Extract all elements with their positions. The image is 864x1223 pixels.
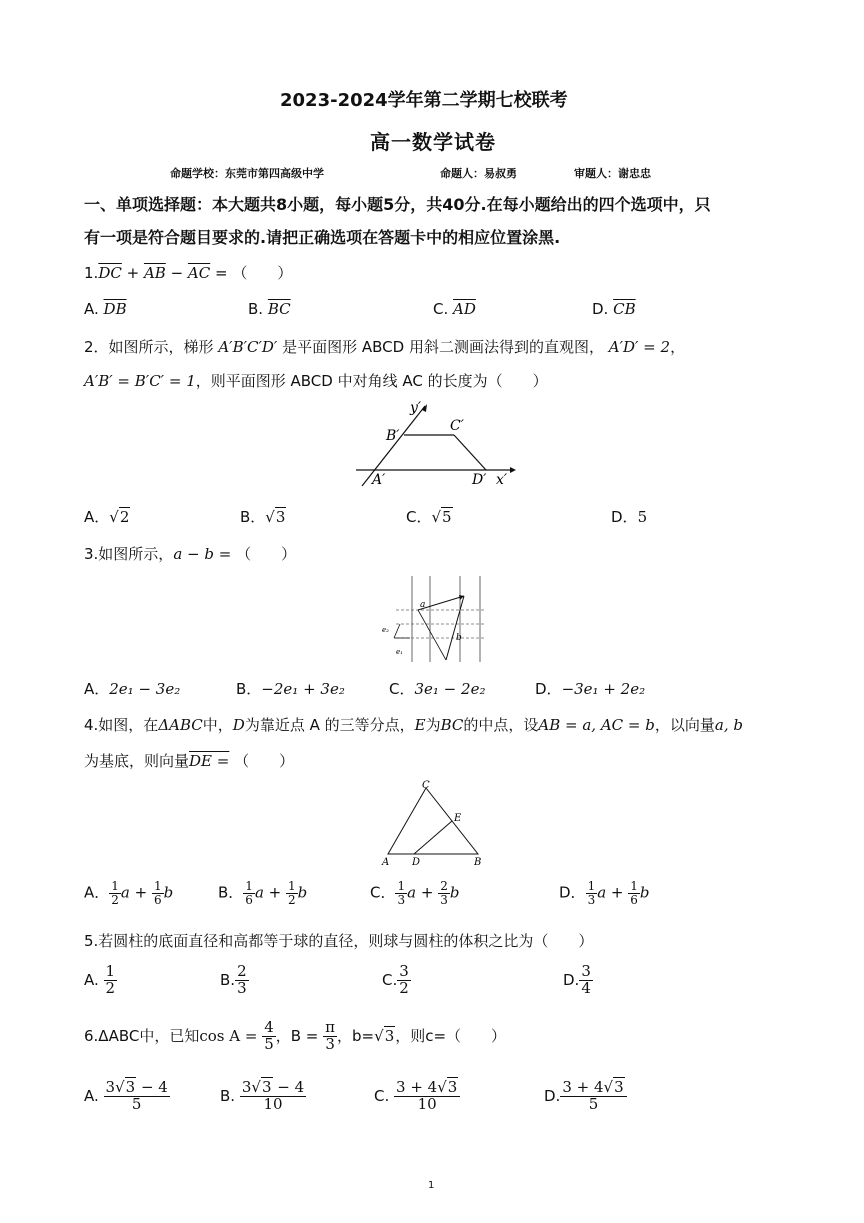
q2-option-c[interactable] <box>406 506 453 527</box>
label-e: E <box>454 813 462 824</box>
option-label: B． <box>218 883 244 902</box>
label-a: A <box>382 857 390 868</box>
q6-cos-frac: $\frac{4}{5}$ <box>264 1018 274 1053</box>
label-a: A′ <box>372 472 386 488</box>
label-c: C <box>422 780 430 791</box>
option-value: $\frac{3√3 - 4}{5}$ <box>105 1078 168 1113</box>
coef-1: $\frac{1}{2}$ <box>111 879 119 907</box>
q2-cond2: A′B′ = B′C′ = 1 <box>84 372 196 390</box>
q4-t2: 为靠近点 A 的三等分点， <box>244 716 415 734</box>
q6-option-d[interactable] <box>544 1080 627 1113</box>
segment-de <box>414 821 452 854</box>
option-label: D． <box>559 883 586 902</box>
q4-t4: 的中点，设 <box>463 716 539 734</box>
grid-solid <box>412 576 480 662</box>
page-number: 1 <box>428 1180 435 1191</box>
option-label: B. <box>220 970 236 989</box>
q4-option-b[interactable]: B． $\frac{1}{6}$ a + $\frac{1}{2}$ b <box>218 879 308 907</box>
label-b: B <box>474 857 482 868</box>
q2-option-b[interactable] <box>240 506 286 527</box>
option-value: 5 <box>637 508 648 526</box>
q5-option-b[interactable] <box>220 964 249 997</box>
q3-expr: a − b = <box>173 545 232 563</box>
question-2-line2 <box>84 370 548 391</box>
option-label: C. <box>382 970 398 989</box>
option-value: $\frac{3 + 4√3}{5}$ <box>560 1080 626 1113</box>
setter-name: 命题人：易叔勇 <box>440 167 517 180</box>
vector-b <box>446 596 464 660</box>
question-5: 5.若圆柱的底面直径和高都等于球的直径，则球与圆柱的体积之比为（ ） <box>84 932 594 950</box>
option-label: C． <box>370 883 396 902</box>
y-axis-label: y′ <box>410 400 422 416</box>
question-4-line1 <box>84 714 743 735</box>
option-label: A. <box>84 1086 99 1105</box>
q3-figure <box>380 574 490 666</box>
q2-cond1: A′D′ = 2 <box>608 338 671 356</box>
option-label: A． <box>84 508 110 526</box>
q1-option-a[interactable] <box>84 300 127 318</box>
vector-diff <box>418 610 446 660</box>
q3-option-c[interactable] <box>389 678 485 699</box>
option-value: $\overline{AD}$ <box>453 300 476 318</box>
option-value: $\overline{BC}$ <box>267 300 291 318</box>
question-4-line2 <box>84 750 294 771</box>
option-label: C. <box>374 1086 390 1105</box>
coef-2: $\frac{2}{3}$ <box>440 879 448 907</box>
q3-paren: （ ） <box>236 545 297 563</box>
label-c: C′ <box>450 418 464 434</box>
q3-prefix: 3.如图所示， <box>84 545 174 563</box>
q6-pi-frac: $\frac{\pi}{3}$ <box>325 1018 336 1053</box>
coef-2: $\frac{1}{6}$ <box>153 879 162 907</box>
x-axis-label: x′ <box>496 472 508 488</box>
q4-e: E <box>414 716 426 734</box>
q2-option-d[interactable] <box>611 506 647 527</box>
q3-option-b[interactable] <box>236 678 345 699</box>
coef-1: $\frac{1}{3}$ <box>587 879 596 907</box>
q2-trapezoid: A′B′C′D′ <box>218 338 278 356</box>
q1-number: 1. <box>84 264 99 282</box>
option-label: D. <box>592 300 609 318</box>
q1-option-d[interactable] <box>592 300 636 318</box>
q6-side-b: ，b= <box>337 1026 375 1045</box>
option-value: $\frac{2}{3}$ <box>237 962 247 997</box>
label-e2: e₂ <box>382 626 389 634</box>
q4-triangle: ΔABC <box>158 716 203 734</box>
q2-option-a[interactable] <box>84 506 130 527</box>
option-label: D. <box>563 970 580 989</box>
option-value: √2 <box>109 508 130 526</box>
exam-title: 2023-2024学年第二学期七校联考 <box>280 90 568 111</box>
q5-option-d[interactable] <box>563 964 593 997</box>
label-b: b <box>456 633 462 643</box>
option-label: D. <box>544 1086 561 1105</box>
q4-option-a[interactable]: A． $\frac{1}{2}$ a + $\frac{1}{6}$ b <box>84 879 174 907</box>
q4-option-d[interactable]: D． $\frac{1}{3}$ a + $\frac{1}{6}$ b <box>559 879 650 907</box>
option-label: C. <box>433 300 449 318</box>
option-label: A. <box>84 300 99 318</box>
q4-t3: 为 <box>425 716 441 734</box>
q4-t1: 中， <box>202 716 233 734</box>
q6-option-a[interactable] <box>84 1080 170 1113</box>
question-2-line1 <box>84 336 685 357</box>
q2-prefix: 2．如图所示，梯形 <box>84 338 214 356</box>
option-value: $\frac{3 + 4√3}{10}$ <box>394 1080 460 1113</box>
grid-dashed <box>396 610 484 638</box>
q4-de: DE = <box>189 752 230 770</box>
label-e1: e₁ <box>396 648 403 656</box>
option-value: −3e₁ + 2e₂ <box>561 680 646 698</box>
coef-1: $\frac{1}{3}$ <box>397 879 406 907</box>
q3-option-d[interactable] <box>535 678 645 699</box>
section-heading-line1: 一、单项选择题：本大题共8小题，每小题5分，共40分.在每小题给出的四个选项中，只 <box>84 195 711 214</box>
option-value: $\frac{3}{2}$ <box>399 962 409 997</box>
coef-2: $\frac{1}{2}$ <box>288 879 296 907</box>
q4-line2: 为基底，则向量 <box>84 752 190 770</box>
option-label: C． <box>389 680 415 698</box>
option-value: −2e₁ + 3e₂ <box>261 680 345 698</box>
trapezoid-right-edge <box>454 435 486 470</box>
q4-d: D <box>232 716 245 734</box>
triangle-abc <box>388 788 478 854</box>
option-value: $\overline{CB}$ <box>613 300 636 318</box>
q4-prefix: 4.如图，在 <box>84 716 159 734</box>
section-heading-line2: 有一项是符合题目要求的.请把正确选项在答题卡中的相应位置涂黑. <box>84 228 561 247</box>
q6-b-label: ，B = <box>275 1026 319 1045</box>
q6-option-c[interactable] <box>374 1080 460 1113</box>
q5-option-c[interactable] <box>382 964 411 997</box>
q6-cosa: cos A = <box>199 1026 258 1045</box>
setter-school: 命题学校：东莞市第四高级中学 <box>170 167 324 180</box>
q4-basis: a, b <box>714 716 743 734</box>
q6-b-value: √3 <box>374 1026 395 1045</box>
q6-suffix: ，则c=（ ） <box>395 1026 507 1045</box>
option-label: C． <box>406 508 432 526</box>
option-value: $\overline{DB}$ <box>103 300 127 318</box>
q4-figure <box>376 778 488 868</box>
option-value: $\frac{3}{4}$ <box>581 962 591 997</box>
question-3 <box>84 543 296 564</box>
q2-comma: ， <box>670 338 686 356</box>
q4-def: AB = a, AC = b <box>538 716 655 734</box>
option-label: B． <box>236 680 262 698</box>
label-d: D <box>412 857 421 868</box>
q1-option-c[interactable] <box>433 300 476 318</box>
option-value: 3e₁ − 2e₂ <box>414 680 486 698</box>
option-label: B. <box>220 1086 236 1105</box>
coef-1: $\frac{1}{6}$ <box>245 879 253 907</box>
q2-mid: 是平面图形 ABCD 用斜二测画法得到的直观图， <box>282 338 604 356</box>
reviewer-name: 审题人：谢忠忠 <box>574 167 651 180</box>
option-label: A． <box>84 680 110 698</box>
label-a: a <box>420 600 426 610</box>
option-value: $\frac{3√3 - 4}{10}$ <box>241 1078 305 1113</box>
exam-subtitle: 高一数学试卷 <box>370 130 496 154</box>
option-value: $\frac{1}{2}$ <box>105 962 116 997</box>
q1-vec-ac: $\overline{AC}$ <box>187 264 211 282</box>
q4-t5: ，以向量 <box>654 716 715 734</box>
option-value: 2e₁ − 3e₂ <box>109 680 181 698</box>
coef-2: $\frac{1}{6}$ <box>630 879 638 907</box>
question-1: $1.\overline{DC} + \overline{AB} - \overline{AC}$ = （ ） <box>84 264 293 282</box>
q4-paren: （ ） <box>234 752 295 770</box>
q4-option-c[interactable]: C． $\frac{1}{3}$ a + $\frac{2}{3}$ b <box>370 879 460 907</box>
q1-paren: （ ） <box>232 264 293 282</box>
option-value: √3 <box>265 508 286 526</box>
x-axis-arrow <box>510 467 516 473</box>
question-6 <box>84 1020 506 1053</box>
vector-e2 <box>394 624 400 638</box>
q4-bc: BC <box>440 716 464 734</box>
label-b: B′ <box>386 428 400 444</box>
q3-option-a[interactable] <box>84 678 180 699</box>
q1-vec-ab: $\overline{AB}$ <box>143 264 166 282</box>
q1-vec-dc: $\overline{DC}$ <box>98 264 122 282</box>
q2-suffix: ，则平面图形 ABCD 中对角线 AC 的长度为（ ） <box>195 372 548 390</box>
q6-prefix: 6.ΔABC中，已知 <box>84 1026 200 1045</box>
label-d: D′ <box>472 472 487 488</box>
option-label: D． <box>611 508 638 526</box>
option-label: D． <box>535 680 562 698</box>
option-label: B． <box>240 508 266 526</box>
option-label: A. <box>84 970 99 989</box>
q5-option-a[interactable] <box>84 964 117 997</box>
q1-option-b[interactable] <box>248 300 291 318</box>
q6-option-b[interactable] <box>220 1080 306 1113</box>
option-value: √5 <box>431 508 452 526</box>
q2-figure <box>350 398 520 490</box>
option-label: B. <box>248 300 264 318</box>
option-label: A． <box>84 883 110 902</box>
